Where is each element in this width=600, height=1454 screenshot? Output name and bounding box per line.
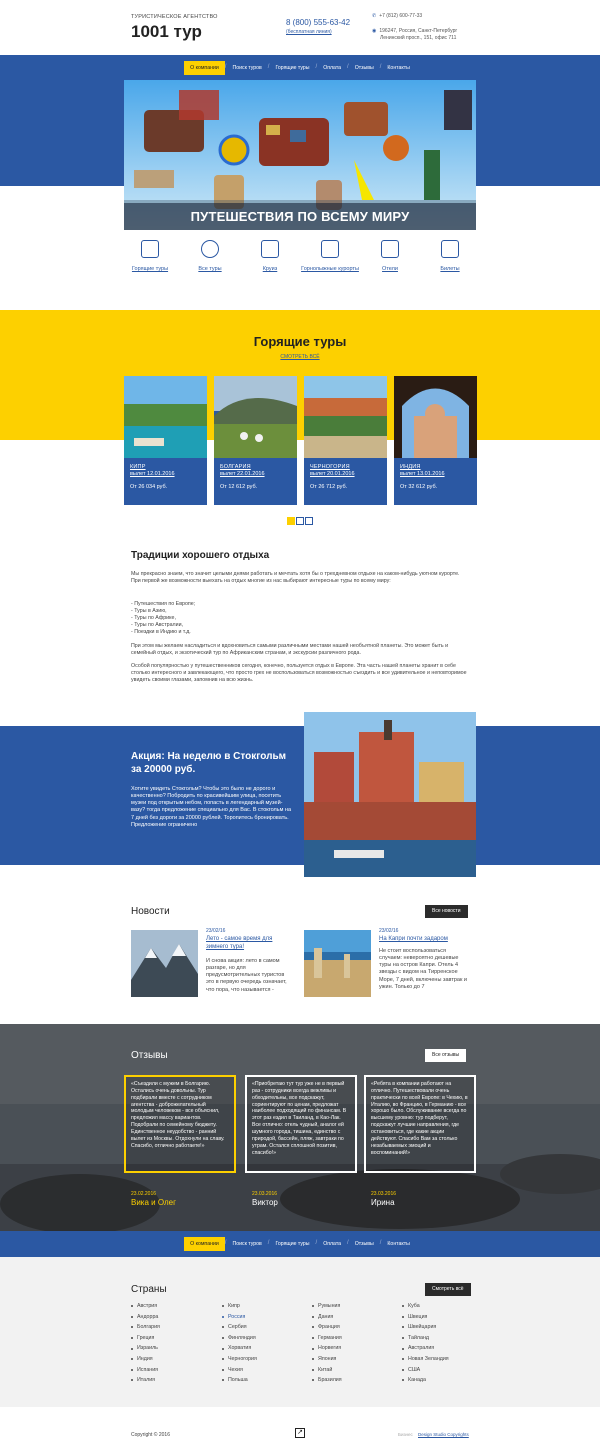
credit-prefix: Бизнес: [398, 1432, 413, 1437]
nav-about[interactable]: О компании: [184, 1237, 225, 1252]
news-title: Новости: [131, 906, 170, 917]
news-item-title[interactable]: На Капри почти задаром: [379, 936, 448, 942]
list-item: - Туры в Азию,: [131, 607, 167, 614]
nav-about[interactable]: О компании: [184, 61, 225, 76]
tour-price: От 26 034 руб.: [130, 484, 168, 491]
nav-reviews[interactable]: Отзывы: [354, 64, 374, 71]
review-text: «Ребята в компании работают на отлично. Путешествовали очень практически по всей Европе: в Чехию, в Италию, во Францию, в Германию - все хорошо было. Обслуживание всегда по высшему уровню: тур подберут, подскажут лучшие направления, где остановиться, где какие акции действуют. Спасибо Вам за столько незабываемых эмоций и воспоминаний!»: [371, 1081, 468, 1156]
review-date: 23.03.2016: [252, 1191, 278, 1197]
review-author: Виктор: [252, 1198, 278, 1207]
news-item-body: И снова акция: лето в самом разгаре, но для предусмотрительных туристов это в первую очередь означает, что пора, что называется -: [206, 958, 287, 993]
category-label: Горящие туры: [131, 266, 169, 272]
country-link[interactable]: Черногория: [222, 1356, 307, 1367]
contact-phone: +7 (812) 600-77-33: [379, 13, 423, 19]
nav-separator: /: [267, 1240, 270, 1247]
country-link[interactable]: Франция: [312, 1324, 397, 1335]
address-line2: Ленинский просп., 151, офис 711: [380, 34, 457, 41]
country-link[interactable]: Италия: [131, 1377, 216, 1388]
country-link[interactable]: Кипр: [222, 1303, 307, 1314]
promo-title: Акция: На неделю в Стокгольм за 20000 руб.: [131, 751, 287, 775]
country-link-active[interactable]: Россия: [222, 1314, 307, 1325]
hot-tours-band: [0, 310, 600, 440]
reviews-title: Отзывы: [131, 1050, 168, 1061]
tour-country: ЧЕРНОГОРИЯ: [310, 464, 350, 470]
review-card: [245, 1075, 357, 1173]
hero-title: ПУТЕШЕСТВИЯ ПО ВСЕМУ МИРУ: [124, 203, 476, 230]
brand-logo[interactable]: 1001 тур: [131, 22, 202, 41]
news-image-winter: [131, 930, 198, 997]
nav-hot-tours[interactable]: Горящие туры: [275, 1240, 310, 1247]
review-date: 23.03.2016: [371, 1191, 397, 1197]
tour-date: вылет 22.01.2016: [220, 471, 265, 478]
phone-icon: ✆: [372, 13, 377, 19]
nav-separator: /: [224, 1240, 227, 1247]
ship-icon: [261, 240, 279, 258]
review-text: «Съездили с мужем в Болгарию. Остались очень довольны. Тур подбирали вместе с сотрудником агентства - доброжелательный молодым человеком - все объяснил, предложил массу вариантов. Подобрали по семейному бюджету. Единственное неудобство - ранний вылет из Москвы. Отдохнули на славу. Спасибо, отлично работаете!»: [131, 1081, 225, 1149]
studio-credit[interactable]: Design Studio Copyrights: [418, 1432, 469, 1437]
countries-column: [131, 1303, 216, 1388]
news-date: 23/02/16: [379, 928, 399, 934]
country-link[interactable]: Тайланд: [402, 1335, 487, 1346]
list-item: - Туры по Австралии,: [131, 621, 184, 628]
news-item-body: Не стоит воспользоваться случаем: невероятно дешевые туры на остров Капри. Отель 4 звезды с видом на Тирренское Море, 7 дней, включены завтрак и ужин. Только до 7: [379, 948, 467, 990]
mountain-icon: [321, 240, 339, 258]
category-label: Отели: [382, 266, 398, 272]
country-link[interactable]: Германия: [312, 1335, 397, 1346]
nav-separator: /: [379, 1240, 382, 1247]
country-link[interactable]: Швеция: [402, 1314, 487, 1325]
review-date: 23.02.2016: [131, 1191, 157, 1197]
country-link[interactable]: Швейцария: [402, 1324, 487, 1335]
news-image-capri: [304, 930, 371, 997]
nav-separator: /: [347, 64, 349, 71]
country-link[interactable]: Греция: [131, 1335, 216, 1346]
country-link[interactable]: Австралия: [402, 1345, 487, 1356]
traditions-intro: Мы прекрасно знаем, что значит целыми днями работать и мечтать хотя бы о трехдневном отдыхе на каком-нибудь уютном курорте. При первой же возможности выехать на отдых многие из нас выбирают интересные туры по всему миру:: [131, 571, 460, 584]
nav-search-tours[interactable]: Поиск туров: [232, 64, 262, 71]
carousel-dot[interactable]: [305, 517, 313, 525]
all-reviews-button[interactable]: Все отзывы: [425, 1049, 466, 1062]
tour-price: От 12 612 руб.: [220, 484, 258, 491]
tour-card[interactable]: [214, 376, 297, 505]
nav-search-tours[interactable]: Поиск туров: [232, 1240, 262, 1247]
tour-price: От 26 712 руб.: [310, 484, 348, 491]
category-label: Круиз: [262, 266, 278, 272]
tour-country: КИПР: [130, 464, 146, 470]
stockholm-image: [304, 712, 476, 877]
scroll-top-arrow-icon[interactable]: ↗: [295, 1428, 305, 1438]
country-link[interactable]: Болгария: [131, 1324, 216, 1335]
country-link[interactable]: Канада: [402, 1377, 487, 1388]
tour-image-india: [394, 376, 477, 458]
news-item-title[interactable]: Лето - самое время для зимнего тура!: [206, 936, 273, 950]
review-author: Ирина: [371, 1198, 395, 1207]
tour-date: вылет 13.01.2016: [400, 471, 445, 478]
category-hot-tours[interactable]: [120, 240, 180, 273]
tour-image-montenegro: [304, 376, 387, 458]
country-link[interactable]: Хорватия: [222, 1345, 307, 1356]
review-card: [124, 1075, 236, 1173]
nav-payment[interactable]: Оплата: [323, 64, 342, 71]
country-link[interactable]: Китай: [312, 1367, 397, 1378]
country-link[interactable]: Испания: [131, 1367, 216, 1378]
hot-tours-see-all[interactable]: СМОТРЕТЬ ВСЁ: [280, 354, 320, 360]
top-nav: [0, 58, 600, 78]
tour-card[interactable]: [124, 376, 207, 505]
country-link[interactable]: Индия: [131, 1356, 216, 1367]
category-label: Билеты: [440, 266, 460, 272]
country-link[interactable]: Румыния: [312, 1303, 397, 1314]
countries-column: [312, 1303, 397, 1388]
country-link[interactable]: Дания: [312, 1314, 397, 1325]
address-row: [372, 28, 457, 41]
location-pin-icon: ◉: [372, 28, 377, 34]
nav-separator: /: [347, 1240, 349, 1247]
nav-separator: /: [379, 64, 382, 71]
country-link[interactable]: Куба: [402, 1303, 487, 1314]
hotel-icon: [381, 240, 399, 258]
passport-icon: [441, 240, 459, 258]
promo-text: Хотите увидеть Стокгольм? Чтобы это было не дорого и качественно? Побродить по красивейшим улица, посетить музеи под открытым небом, попасть в легендарный музей-вазу? тогда предложение специально для Вас. В стокгольм на 7 дней без дороги за 20000 рублей. Торопитесь бронировать. Предложение ограничено: [131, 786, 292, 828]
all-news-button[interactable]: Все новости: [425, 905, 468, 918]
traditions-title: Традиции хорошего отдыха: [131, 550, 270, 561]
list-item: - Туры по Африке,: [131, 614, 176, 621]
carousel-dot[interactable]: [287, 517, 295, 525]
countries-column: [402, 1303, 487, 1388]
category-label: Горнолыжные курорты: [301, 266, 359, 272]
category-all-tours[interactable]: [180, 240, 240, 273]
tour-date: вылет 20.01.2016: [310, 471, 355, 478]
contact-phone-row: [372, 13, 422, 20]
country-link[interactable]: Япония: [312, 1356, 397, 1367]
carousel-dot[interactable]: [296, 517, 304, 525]
bottom-nav: [0, 1234, 600, 1254]
countries-title: Страны: [131, 1284, 167, 1295]
review-author: Вика и Олег: [131, 1198, 177, 1207]
nav-hot-tours[interactable]: Горящие туры: [275, 64, 310, 71]
traditions-para-2: При этом мы желаем насладиться и вдохновиться самыми различными местами нашей необъятной планеты. Это может быть и семейный отдых, и экзотический тур по Африканским странам, и экскурсии различного рода.: [131, 643, 449, 656]
category-tickets[interactable]: [420, 240, 480, 273]
traditions-para-3: Особой популярностью у путешественников сегодня, конечно, пользуется отдых в Европе. Эта часть нашей планеты хранит в себе столько интересного и завлекающего, что просто грех не воспользоваться возможностью съездить и все удивительное и неповторимое увидеть своими глазами, запомнив на всю жизнь.: [131, 663, 467, 683]
flame-icon: [141, 240, 159, 258]
promo-band: [0, 726, 600, 865]
category-ski-resorts[interactable]: [300, 240, 360, 273]
countries-column: [222, 1303, 307, 1388]
nav-separator: /: [267, 64, 270, 71]
tour-price: От 32 612 руб.: [400, 484, 438, 491]
header-phone[interactable]: 8 (800) 555-63-42: [286, 18, 351, 27]
country-link[interactable]: Бразилия: [312, 1377, 397, 1388]
tour-card[interactable]: [394, 376, 477, 505]
country-link[interactable]: Чехия: [222, 1367, 307, 1378]
copyright: Copyright © 2016: [131, 1432, 170, 1438]
tour-date: вылет 12.01.2016: [130, 471, 175, 478]
nav-payment[interactable]: Оплата: [323, 1240, 342, 1247]
country-link[interactable]: Польша: [222, 1377, 307, 1388]
tour-image-cyprus: [124, 376, 207, 458]
country-link[interactable]: Сербия: [222, 1324, 307, 1335]
countries-see-all-button[interactable]: Смотреть всё: [425, 1283, 471, 1296]
country-link[interactable]: Новая Зеландия: [402, 1356, 487, 1367]
review-text: «Приобретаю тут тур уже не в первый раз - сотрудники всегда вежливы и обходительны, все подскажут, сориентируют по ценам, предложат наиболее подходящий по финансам. В этот раз ездил в Таиланд, в Као-Лак. Все отлично: отель чудный, аналог ей шумного города, тишина, единство с природой, бассейн, пляж, завтраки по утрам. Остался сплошной позитив, спасибо!»: [252, 1081, 347, 1156]
nav-contacts[interactable]: Контакты: [387, 1240, 410, 1247]
globe-icon: [201, 240, 219, 258]
review-card: [364, 1075, 476, 1173]
tour-image-bulgaria: [214, 376, 297, 458]
list-item: - Путешествия по Европе;: [131, 601, 196, 607]
country-link[interactable]: Австрия: [131, 1303, 216, 1314]
nav-separator: /: [315, 1240, 318, 1247]
country-link[interactable]: Финляндия: [222, 1335, 307, 1346]
nav-separator: /: [224, 64, 227, 71]
category-hotels[interactable]: [360, 240, 420, 273]
tour-card[interactable]: [304, 376, 387, 505]
category-cruise[interactable]: [240, 240, 300, 273]
traditions-list: [131, 601, 467, 636]
hot-tours-title: Горящие туры: [253, 334, 347, 349]
list-item: - Поездки в Индию и т.д.: [131, 628, 191, 635]
nav-reviews[interactable]: Отзывы: [354, 1240, 374, 1247]
country-link[interactable]: Израиль: [131, 1345, 216, 1356]
agency-label: ТУРИСТИЧЕСКОЕ АГЕНТСТВО: [131, 14, 218, 20]
category-label: Все туры: [198, 266, 222, 272]
country-link[interactable]: Норвегия: [312, 1345, 397, 1356]
news-date: 23/02/16: [206, 928, 226, 934]
country-link[interactable]: США: [402, 1367, 487, 1378]
tour-country: БОЛГАРИЯ: [220, 464, 251, 470]
address-line1: 196247, Россия, Санкт-Петербург: [379, 28, 458, 34]
nav-contacts[interactable]: Контакты: [387, 64, 410, 71]
carousel-dots: [287, 517, 313, 525]
phone-note: (бесплатная линия): [286, 29, 332, 35]
tour-country: ИНДИЯ: [400, 464, 421, 470]
nav-separator: /: [315, 64, 318, 71]
country-link[interactable]: Андорра: [131, 1314, 216, 1325]
